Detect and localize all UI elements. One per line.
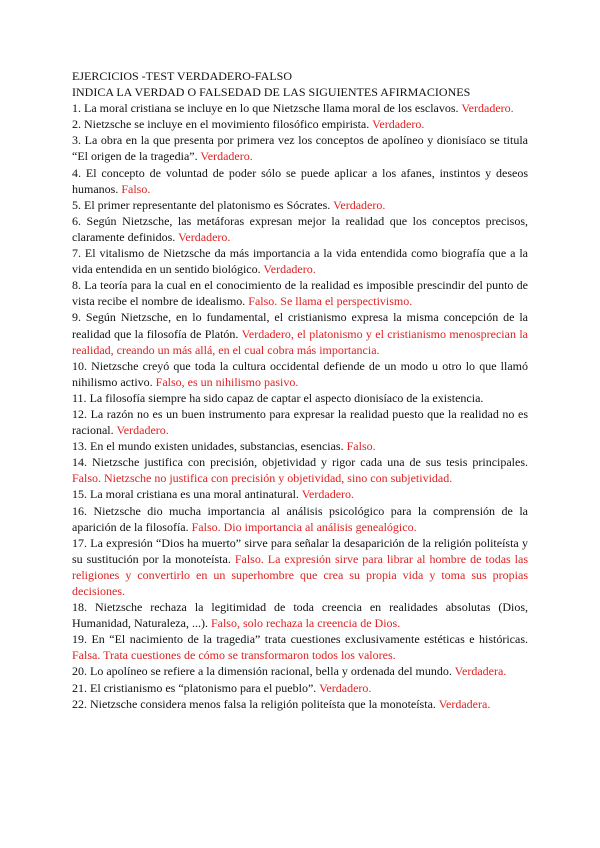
- question-text: Lo apolíneo se refiere a la dimensión racional, bella y ordenada del mundo.: [90, 664, 452, 679]
- question-item: [72, 486, 528, 502]
- question-item: [72, 213, 528, 245]
- answer-text: Verdadero.: [372, 117, 425, 132]
- question-number: 6.: [72, 213, 81, 228]
- answer-text: Verdadero.: [263, 262, 316, 277]
- question-number: 15.: [72, 487, 87, 502]
- answer-text: Verdadero.: [301, 487, 355, 502]
- question-text: Nietzsche creyó que toda la cultura occidental defiende de un modo u otro lo que llamó nihilismo activo.: [72, 358, 528, 389]
- question-number: 4.: [72, 165, 81, 180]
- question-text: Nietzsche rechaza la legitimidad de toda creencia en realidades absolutas (Dios, Humanidad, Naturaleza, ...).: [72, 600, 529, 631]
- answer-text: Falsa. Trata cuestiones de cómo se transformaron todos los valores.: [72, 648, 396, 663]
- question-number: 13.: [72, 439, 87, 454]
- question-text: La obra en la que presenta por primera vez los conceptos de apolíneo y dionisíaco se titula “El origen de la tragedia”.: [72, 133, 528, 164]
- answer-text: Verdadero.: [333, 197, 386, 212]
- question-item: [72, 197, 528, 213]
- question-text: Nietzsche considera menos falsa la religión politeísta que la monoteísta.: [90, 696, 436, 711]
- question-text: En el mundo existen unidades, substancias, esencias.: [90, 439, 344, 454]
- question-item: [72, 438, 528, 454]
- answer-text: Falso. Nietzsche no justifica con precisión y objetividad, sino con subjetividad.: [72, 471, 453, 486]
- question-number: 7.: [72, 246, 81, 261]
- question-number: 1.: [72, 101, 81, 116]
- question-number: 20.: [72, 664, 87, 679]
- question-item: [72, 277, 528, 309]
- answer-text: Falso. Se llama el perspectivismo.: [248, 294, 413, 309]
- question-text: La filosofía siempre ha sido capaz de captar el aspecto dionisíaco de la existencia.: [89, 390, 484, 405]
- question-item: [72, 454, 528, 486]
- answer-text: Verdadero.: [178, 229, 231, 244]
- question-list: [72, 100, 528, 712]
- answer-text: Falso, es un nihilismo pasivo.: [155, 374, 299, 389]
- question-item: [72, 503, 528, 535]
- question-text: Nietzsche se incluye en el movimiento filosófico empirista.: [84, 117, 370, 132]
- question-item: [72, 406, 528, 438]
- question-text: Nietzsche dio mucha importancia al análisis psicológico para la comprensión de la aparición de la filosofía.: [72, 503, 528, 534]
- question-number: 8.: [72, 278, 81, 293]
- answer-text: Falso, solo rechaza la creencia de Dios.: [210, 616, 401, 631]
- question-item: [72, 631, 528, 663]
- document-title: EJERCICIOS -TEST VERDADERO-FALSO: [72, 69, 293, 83]
- question-text: El vitalismo de Nietzsche da más importancia a la vida entendida como biografía que a la vida entendida en un sentido biológico.: [72, 246, 528, 277]
- question-item: [72, 309, 528, 357]
- question-text: El concepto de voluntad de poder sólo se puede aplicar a los afanes, instintos y deseos humanos.: [72, 165, 529, 196]
- question-number: 11.: [72, 390, 87, 405]
- answer-text: Verdadera.: [454, 664, 507, 679]
- question-text: Según Nietzsche, las metáforas expresan mejor la realidad que los conceptos precisos, claramente definidos.: [72, 213, 528, 244]
- question-text: Nietzsche justifica con precisión, objetividad y rigor cada una de sus tesis principales.: [91, 455, 529, 470]
- question-text: El cristianismo es “platonismo para el pueblo”.: [90, 680, 317, 695]
- answer-text: Verdadero, el platonismo y el cristianismo menosprecian la realidad, creando un más allá, en el cual cobra más importancia.: [72, 326, 528, 357]
- question-item: [72, 663, 528, 679]
- question-number: 2.: [72, 117, 81, 132]
- question-item: [72, 599, 528, 631]
- question-item: [72, 116, 528, 132]
- question-item: [72, 100, 528, 116]
- answer-text: Falso. Dio importancia al análisis genealógico.: [191, 519, 417, 534]
- question-item: [72, 165, 528, 197]
- question-number: 14.: [72, 455, 87, 470]
- answer-text: Verdadero.: [461, 101, 514, 116]
- question-item: [72, 358, 528, 390]
- question-text: La moral cristiana es una moral antinatural.: [90, 487, 299, 502]
- question-number: 9.: [72, 310, 81, 325]
- question-number: 5.: [72, 197, 81, 212]
- document-subtitle: INDICA LA VERDAD O FALSEDAD DE LAS SIGUIENTES AFIRMACIONES: [72, 85, 471, 100]
- question-item: [72, 696, 528, 712]
- question-item: [72, 390, 528, 406]
- question-item: [72, 680, 528, 696]
- answer-text: Falso.: [346, 439, 376, 454]
- question-number: 3.: [72, 133, 81, 148]
- question-number: 22.: [72, 696, 87, 711]
- question-number: 18.: [72, 600, 87, 615]
- question-text: La teoría para la cual en el conocimiento de la realidad es imposible prescindir del punto de vista recibe el nombre de idealismo.: [72, 278, 529, 309]
- question-number: 10.: [72, 358, 87, 373]
- question-text: El primer representante del platonismo es Sócrates.: [84, 197, 331, 212]
- answer-text: Falso.: [121, 181, 151, 196]
- question-number: 21.: [72, 680, 87, 695]
- question-number: 19.: [72, 632, 87, 647]
- answer-text: Verdadero.: [200, 149, 253, 164]
- question-text: La razón no es un buen instrumento para expresar la realidad puesto que la realidad no es racional.: [72, 406, 528, 438]
- question-number: 16.: [72, 503, 87, 518]
- question-text: En “El nacimiento de la tragedia” trata cuestiones exclusivamente estéticas e históricas.: [91, 632, 529, 647]
- question-text: La expresión “Dios ha muerto” sirve para señalar la desaparición de la religión politeísta y su sustitución por la monoteísta.: [72, 535, 528, 566]
- question-number: 17.: [72, 535, 87, 550]
- question-text: La moral cristiana se incluye en lo que Nietzsche llama moral de los esclavos.: [84, 101, 459, 116]
- answer-text: Verdadero.: [319, 680, 372, 695]
- question-item: [72, 535, 528, 599]
- answer-text: Verdadera.: [438, 696, 491, 711]
- answer-text: Verdadero.: [116, 423, 169, 438]
- question-item: [72, 245, 528, 277]
- question-text: Según Nietzsche, en lo fundamental, el cristianismo expresa la misma concepción de la realidad que la filosofía de Platón.: [72, 310, 529, 341]
- question-item: [72, 132, 528, 164]
- question-number: 12.: [72, 406, 87, 421]
- document-page: [72, 68, 528, 712]
- answer-text: Falso. La expresión sirve para librar al hombre de todas las religiones y convertirlo en un superhombre que crea su propia vida y toma sus propias decisiones.: [72, 551, 529, 598]
